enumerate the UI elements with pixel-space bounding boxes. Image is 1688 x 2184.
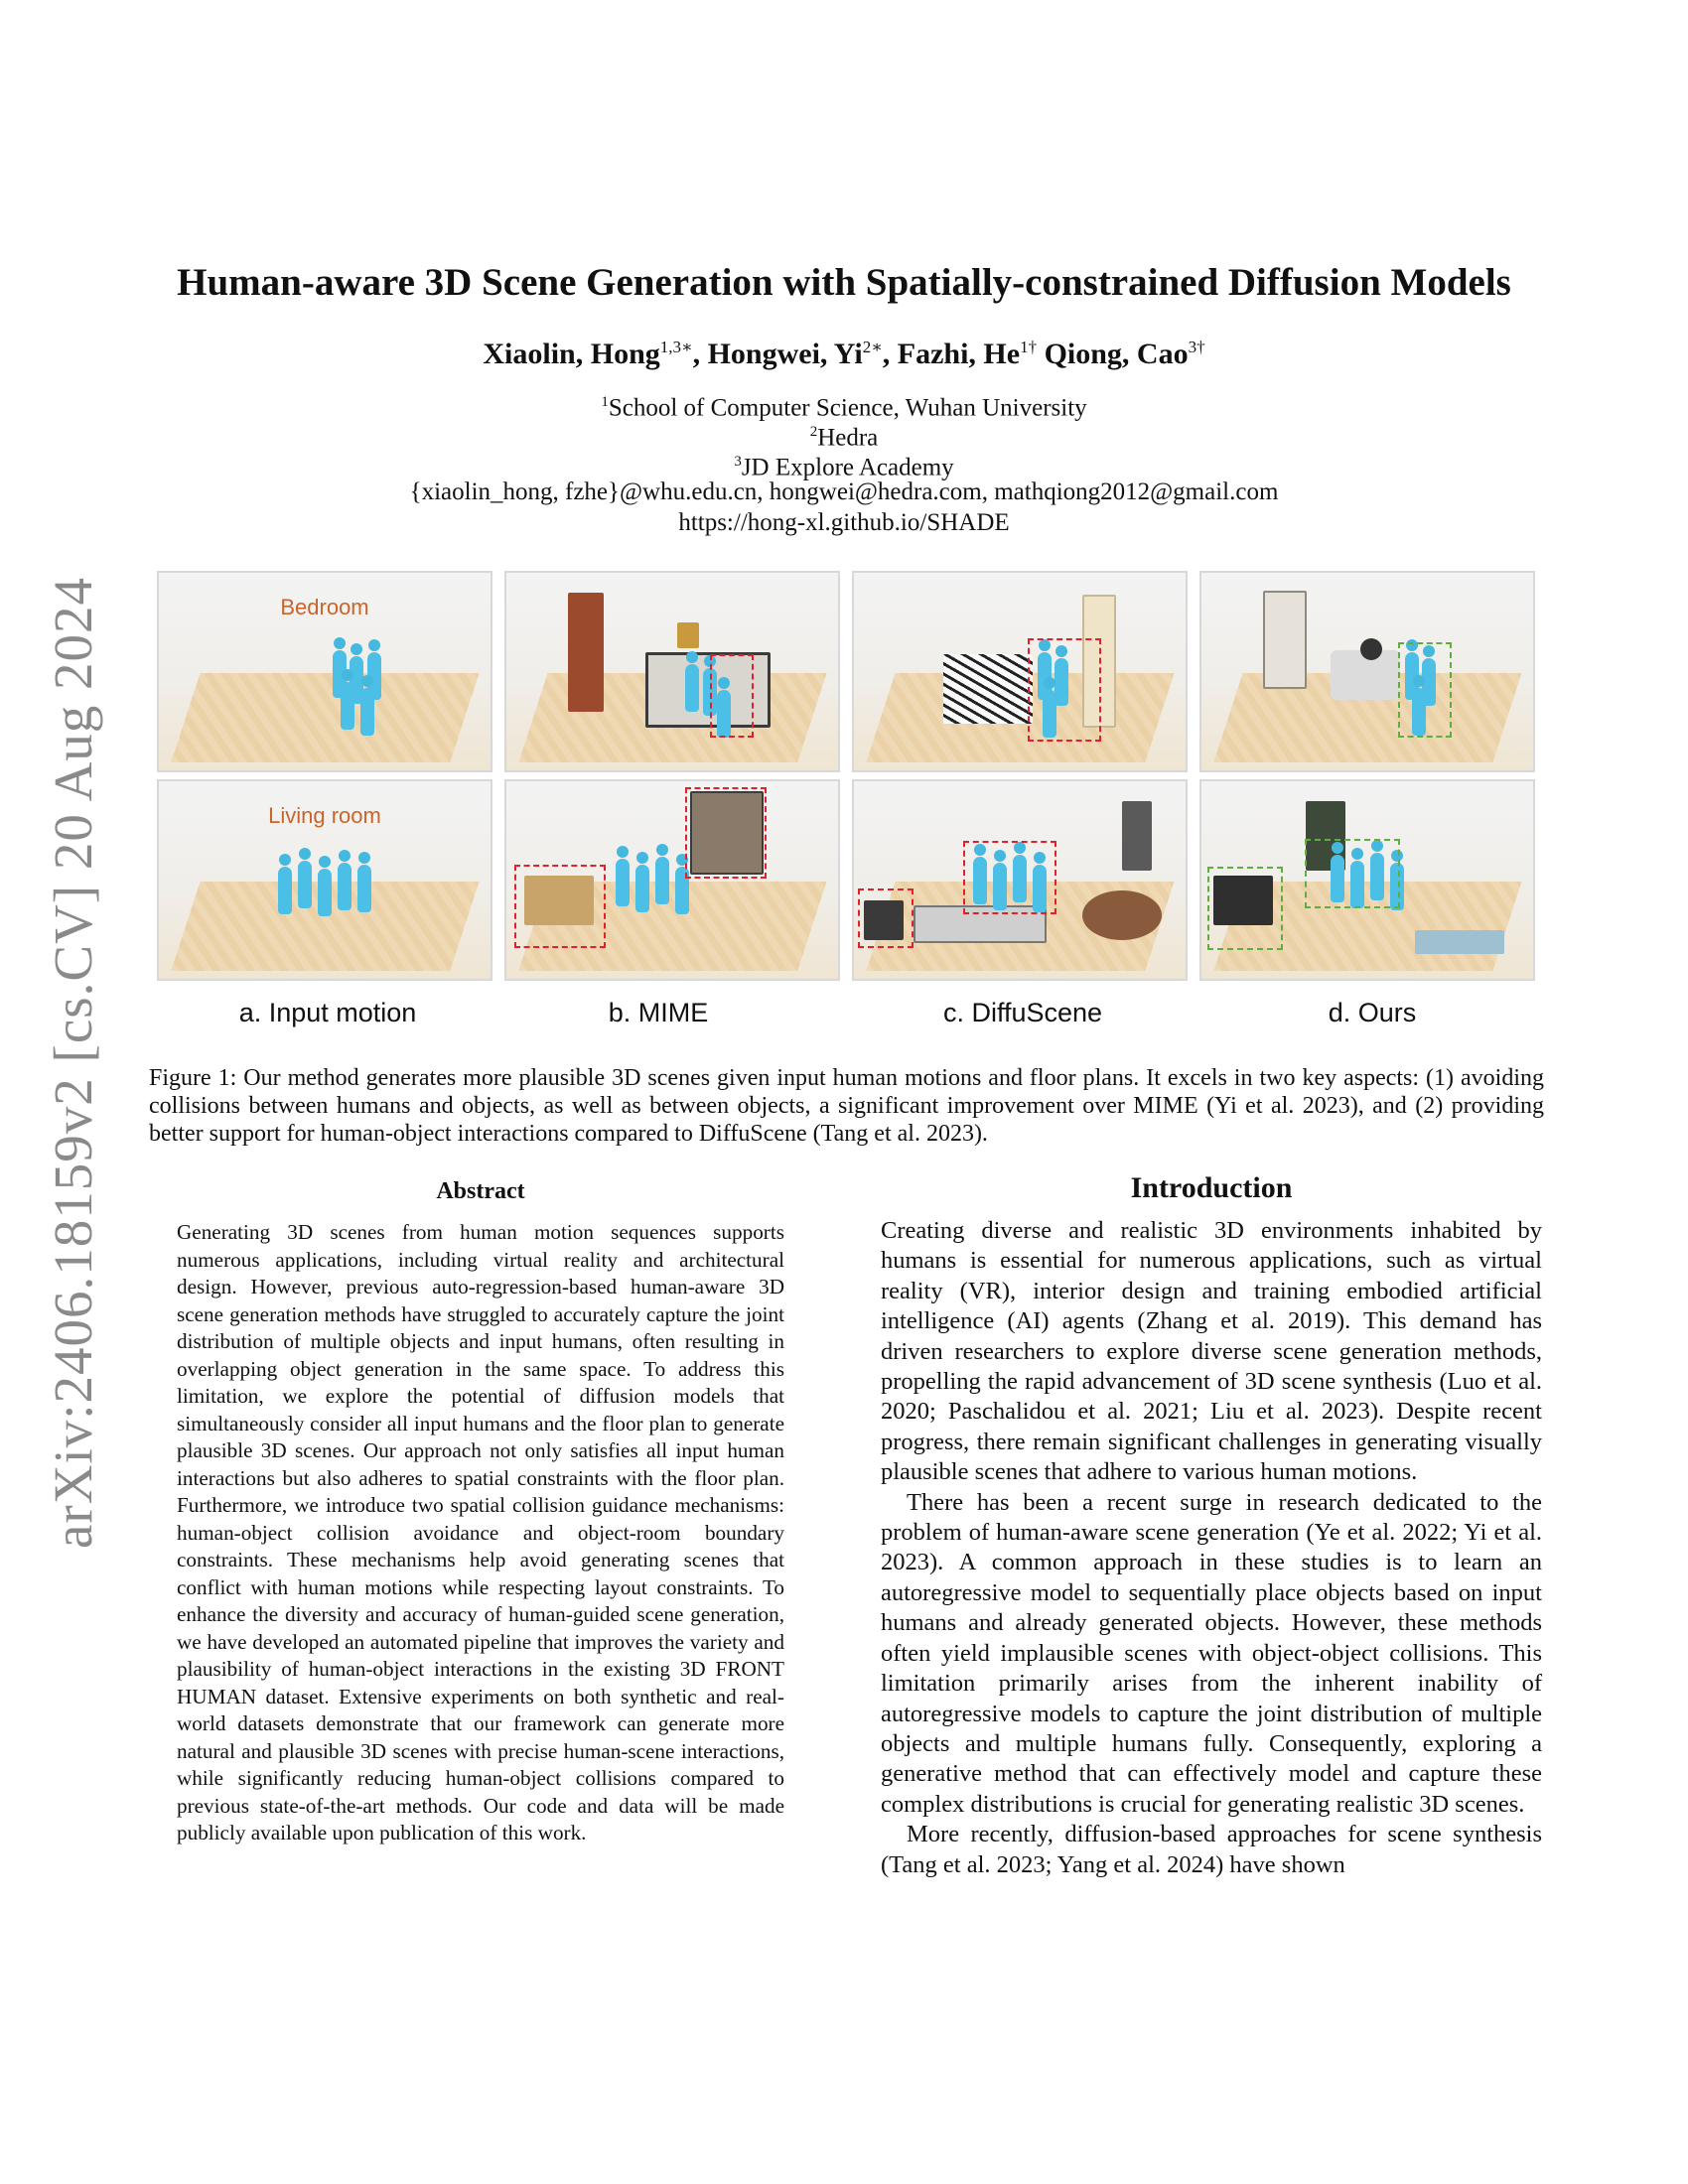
affiliation: $^3$JD Explore Academy xyxy=(734,454,954,481)
abstract-heading: Abstract xyxy=(436,1178,525,1204)
collision-box xyxy=(710,654,754,738)
panel-ours-living-room xyxy=(1199,779,1535,981)
human-figure xyxy=(655,857,669,904)
round-stool xyxy=(1360,638,1382,660)
human-figure xyxy=(298,861,312,908)
panel-diffuscene-living-room xyxy=(852,779,1188,981)
bed xyxy=(943,654,1033,724)
figure-caption: Figure 1: Our method generates more plausible 3D scenes given input human motions and floor plans. It excels in two key aspects: (1) avoiding collisions between humans and objects, as well as between objects, a significant improvement over MIME (Yi et al. 2023), and (2) providing better support for human-object interactions compared to DiffuScene (Tang et al. 2023). xyxy=(149,1065,1544,1147)
collision-box xyxy=(858,888,914,948)
bookshelf xyxy=(1263,591,1307,689)
affiliation: $^1$School of Computer Science, Wuhan University xyxy=(601,394,1087,422)
introduction-body xyxy=(881,1216,1542,1880)
project-url[interactable]: https://hong-xl.github.io/SHADE xyxy=(678,509,1010,536)
author: Fazhi, $He^{1\dagger}$ xyxy=(897,338,1038,370)
author-emails: {xiaolin_hong, fzhe}@whu.edu.cn, hongwei@hedra.com, mathqiong2012@gmail.com xyxy=(409,478,1279,505)
author: Hongwei, $Yi^{2∗}$, xyxy=(707,338,898,370)
row-label-bedroom: Bedroom xyxy=(280,595,369,619)
subcaption-mime: b. MIME xyxy=(608,998,709,1027)
panel-diffuscene-bedroom xyxy=(852,571,1188,772)
intro-paragraph: There has been a recent surge in research dedicated to the problem of human-aware scene generation (Ye et al. 2022; Yi et al. 2023). A common approach in these studies is to learn an autoregressive model to sequentially place objects based on input humans and already generated objects. However, these methods often yield implausible scenes with object-object collisions. This limitation primarily arises from the inherent inability of autoregressive models to capture the joint distribution of multiple objects and multiple humans fully. Consequently, exploring a generative method that can effectively model and capture these complex distributions is crucial for generating realistic 3D scenes. xyxy=(881,1488,1542,1818)
panel-mime-bedroom xyxy=(504,571,840,772)
intro-paragraph: Creating diverse and realistic 3D environments inhabited by humans is essential for numerous applications, such as virtual reality (VR), interior design and training embodied artificial intelligence (AI) agents (Zhang et al. 2019). This demand has driven researchers to explore diverse scene generation methods, propelling the rapid advancement of 3D scene synthesis (Luo et al. 2020; Paschalidou et al. 2021; Liu et al. 2023). Despite recent progress, there remain significant challenges in generating visually plausible scenes that adhere to various human motions. xyxy=(881,1217,1542,1486)
interaction-box xyxy=(1398,642,1452,738)
author: Qiong, Cao$^{3\dagger}$ xyxy=(1044,338,1205,370)
arxiv-identifier: arXiv:2406.18159v2 [cs.CV] 20 Aug 2024 xyxy=(43,576,103,1549)
author-list xyxy=(0,338,1688,371)
collision-box xyxy=(685,787,767,879)
collision-box xyxy=(514,865,606,948)
panel-input-living-room xyxy=(157,779,492,981)
intro-paragraph: More recently, diffusion-based approaches for scene synthesis (Tang et al. 2023; Yang et al. 2024) have shown xyxy=(881,1821,1542,1878)
interaction-box xyxy=(1207,867,1283,950)
author: Xiaolin, Hong$^{1,3∗}$, xyxy=(483,338,708,370)
collision-box xyxy=(1028,638,1101,742)
panel-mime-living-room xyxy=(504,779,840,981)
lamp-table xyxy=(677,622,699,648)
human-figure xyxy=(616,859,630,906)
human-figure xyxy=(338,863,352,910)
abstract-body: Generating 3D scenes from human motion sequences supports numerous applications, including virtual reality and architectural design. However, previous auto-regression-based human-aware 3D scene generation methods have struggled to accurately capture the joint distribution of multiple objects and input humans, often resulting in overlapping object generation in the same space. To address this limitation, we explore the potential of diffusion models that simultaneously consider all input humans and the floor plan to generate plausible 3D scenes. Our approach not only satisfies all input human interactions but also adheres to spatial constraints with the floor plan. Furthermore, we introduce two spatial collision guidance mechanisms: human-object collision avoidance and object-room boundary constraints. These mechanisms help avoid generating scenes that conflict with human motions while respecting layout constraints. To enhance the diversity and accuracy of human-guided scene generation, we have developed an automated pipeline that improves the variety and plausibility of human-object interactions in the existing 3D FRONT HUMAN dataset. Extensive experiments on both synthetic and real-world datasets demonstrate that our framework can generate more natural and plausible 3D scenes with precise human-scene interactions, while significantly reducing human-object collisions compared to previous state-of-the-art methods. Our code and data will be made publicly available upon publication of this work. xyxy=(177,1220,784,1844)
paper-title: Human-aware 3D Scene Generation with Spatially-constrained Diffusion Models xyxy=(177,261,1511,304)
subcaption-diffuscene: c. DiffuScene xyxy=(942,998,1103,1027)
panel-ours-bedroom xyxy=(1199,571,1535,772)
human-figure xyxy=(635,865,649,912)
wardrobe xyxy=(568,593,604,712)
human-figure xyxy=(341,682,354,730)
subcaption-input-motion: a. Input motion xyxy=(238,998,417,1027)
human-figure xyxy=(685,664,699,712)
interaction-box xyxy=(1305,839,1400,908)
figure-1 xyxy=(157,571,1537,988)
floor-plan xyxy=(171,673,479,762)
sofa xyxy=(1415,930,1504,954)
human-figure xyxy=(360,688,374,736)
row-label-living-room: Living room xyxy=(268,803,381,828)
human-figure xyxy=(318,869,332,916)
human-figure xyxy=(357,865,371,912)
floor-lamp xyxy=(1122,801,1152,871)
collision-box xyxy=(963,841,1056,914)
affiliation: $^2$Hedra xyxy=(809,424,879,452)
panel-input-bedroom xyxy=(157,571,492,772)
round-table xyxy=(1082,890,1162,940)
introduction-heading: Introduction xyxy=(1130,1171,1293,1204)
human-figure xyxy=(278,867,292,914)
subcaption-ours: d. Ours xyxy=(1328,998,1417,1027)
